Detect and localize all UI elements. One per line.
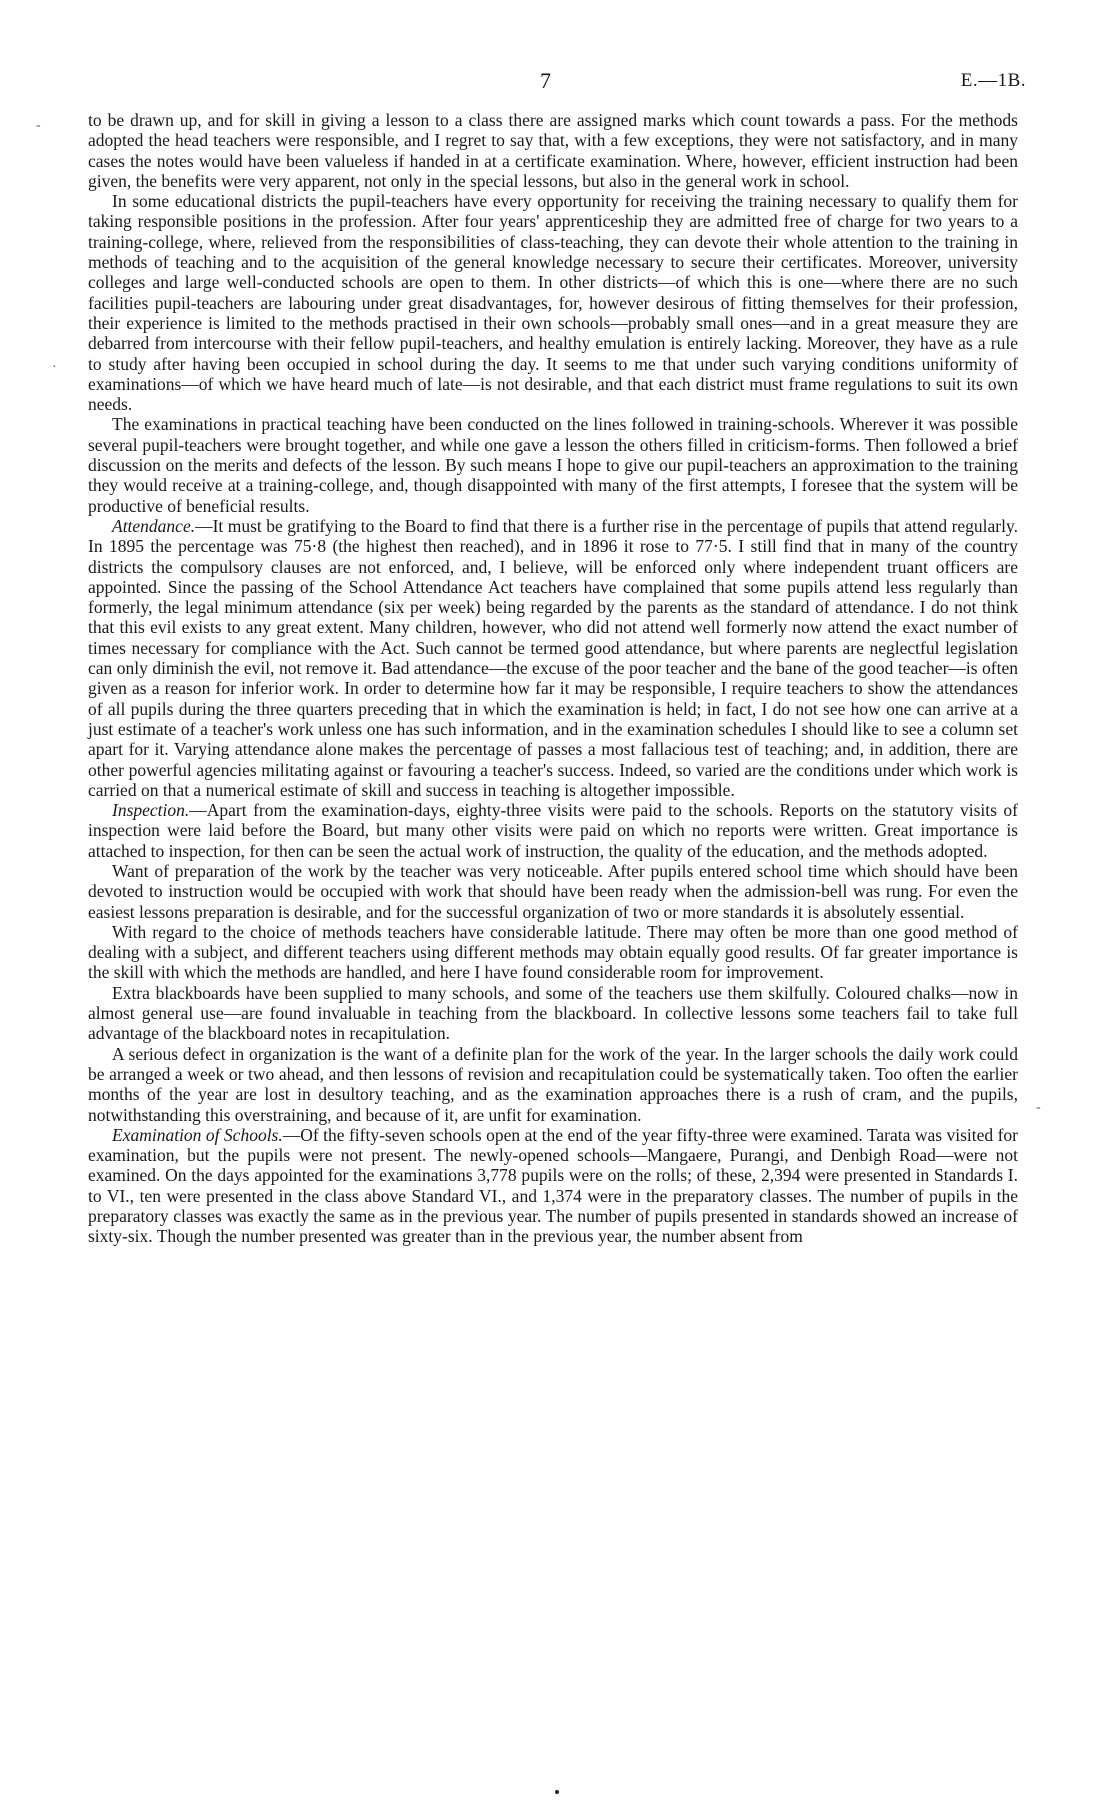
page-header	[0, 68, 1114, 98]
paragraph	[88, 191, 1018, 414]
examination-heading: Examination of Schools.	[112, 1124, 283, 1145]
paragraph	[88, 861, 1018, 922]
paragraph	[88, 414, 1018, 515]
paragraph-text: In some educational districts the pupil-teachers have every opportunity for receiving the training necessary to qualify them for taking responsible positions in the profession. After four years' apprenticeship they are admitted free of charge for two years to a training-college, where, relieved from the responsibilities of class-teaching, they can devote their whole attention to the training in methods of teaching and to the acquisition of the general knowledge necessary to secure their certificates. Moreover, university colleges and large well-conducted schools are open to them. In other districts—of which this is one—where there are no such facilities pupil-teachers are labouring under great disadvantages, for, however desirous of fitting themselves for their profession, their experience is limited to the methods practised in their own schools—probably small ones—and in a great measure they are debarred from intercourse with their fellow pupil-teachers, and healthy emulation is entirely lacking. Moreover, they have as a rule to study after having been occupied in school during the day. It seems to me that under such varying conditions uniformity of examinations—of which we have heard much of late—is not desirable, and that each district must frame regulations to suit its own needs.	[88, 191, 1018, 415]
document-reference: E.—1B.	[960, 70, 1026, 91]
paragraph-text: Want of preparation of the work by the teacher was very noticeable. After pupils entered school time which should have been devoted to instruction would be occupied with work that should have been ready when the admission-bell was rung. For even the easiest lessons preparation is desirable, and for the successful organization of two or more standards it is absolutely essential.	[88, 860, 1018, 922]
footer-dot	[555, 1790, 559, 1794]
paragraph	[88, 516, 1018, 800]
paragraph-text: —Apart from the examination-days, eighty-three visits were paid to the schools. Reports on the statutory visits of inspection were laid before the Board, but many other visits were paid on which no reports were written. Great importance is attached to inspection, for then can be seen the actual work of instruction, the quality of the education, and the methods adopted.	[88, 800, 1018, 861]
paragraph-text: —It must be gratifying to the Board to find that there is a further rise in the percentage of pupils that attend regularly. In 1895 the percentage was 75·8 (the highest then reached), and in 1896 it rose to 77·5. I still find that in many of the country districts the compulsory clauses are not enforced, and, I believe, will be enforced only where independent truant officers are appointed. Since the passing of the School Attendance Act teachers have complained that some pupils attend less regularly than formerly, the legal minimum attendance (six per week) being regarded by the parents as the standard of attendance. I do not think that this evil exists to any great extent. Many children, however, who did not attend well formerly now attend the exact number of times necessary for compliance with the Act. Such cannot be termed good attendance, but where parents are neglectful legislation can only diminish the evil, not remove it. Bad attendance—the excuse of the poor teacher and the bane of the good teacher—is often given as a reason for inferior work. In order to determine how far it may be responsible, I require teachers to show the attendances of all pupils during the three quarters preceding that in which the examination is held; in fact, I do not see how one can arrive at a just estimate of a teacher's work unless one has such information, and in the examination schedules I should like to see a column set apart for it. Varying attendance alone makes the percentage of passes a most fallacious test of teaching; and, in addition, there are other powerful agencies militating against or favouring a teacher's success. Indeed, so varied are the conditions under which work is carried on that a numerical estimate of skill and success in teaching is altogether impossible.	[88, 515, 1018, 800]
paragraph-text: A serious defect in organization is the want of a definite plan for the work of the year. In the larger schools the daily work could be arranged a week or two ahead, and then lessons of revision and recapitulation could be systematically taken. Too often the earlier months of the year are lost in desultory teaching, and as the examination approaches there is a rush of cram, and the pupils, notwithstanding this overstraining, and because of it, are unfit for examination.	[88, 1043, 1018, 1125]
attendance-heading: Attendance.	[112, 515, 196, 536]
paragraph	[88, 1125, 1018, 1247]
paragraph	[88, 800, 1018, 861]
page-number: 7	[540, 68, 551, 93]
margin-speck: ·	[52, 360, 57, 375]
paragraph-text: The examinations in practical teaching have been conducted on the lines followed in training-schools. Wherever it was possible several pupil-teachers were brought together, and while one gave a lesson the others filled in criticism-forms. Then followed a brief discussion on the merits and defects of the lesson. By such means I hope to give our pupil-teachers an approximation to the training they would receive at a training-college, and, though disappointed with many of the first attempts, I foresee that the system will be productive of beneficial results.	[88, 414, 1018, 516]
paragraph-text: Extra blackboards have been supplied to many schools, and some of the teachers use them skilfully. Coloured chalks—now in almost general use—are found invaluable in teaching from the blackboard. In collective lessons some teachers fail to take full advantage of the blackboard notes in recapitulation.	[88, 982, 1018, 1044]
paragraph	[88, 1044, 1018, 1125]
margin-speck: -	[1036, 1100, 1041, 1115]
margin-speck: -	[36, 118, 41, 133]
paragraph	[88, 983, 1018, 1044]
inspection-heading: Inspection.	[112, 800, 190, 821]
paragraph-text: With regard to the choice of methods teachers have considerable latitude. There may often be more than one good method of dealing with a subject, and different teachers using different methods may obtain equally good results. Of far greater importance is the skill with which the methods are handled, and here I have found considerable room for improvement.	[88, 921, 1018, 983]
paragraph-text: to be drawn up, and for skill in giving a lesson to a class there are assigned marks which count towards a pass. For the methods adopted the head teachers were responsible, and I regret to say that, with a few exceptions, they were not satisfactory, and in many cases the notes would have been valueless if handed in at a certificate examination. Where, however, efficient instruction had been given, the benefits were very apparent, not only in the special lessons, but also in the general work in school.	[88, 110, 1018, 191]
paragraph	[88, 110, 1018, 191]
paragraph-text: —Of the fifty-seven schools open at the end of the year fifty-three were examined. Tarata was visited for examination, but the pupils were not present. The newly-opened schools—Mangaere, Purangi, and Denbigh Road—were not examined. On the days appointed for the examinations 3,778 pupils were on the rolls; of these, 2,394 were presented in Standards I. to VI., ten were presented in the class above Standard VI., and 1,374 were in the preparatory classes. The number of pupils in the preparatory classes was exactly the same as in the previous year. The number of pupils presented in standards showed an increase of sixty-six. Though the number presented was greater than in the previous year, the number absent from	[88, 1124, 1018, 1247]
paragraph	[88, 922, 1018, 983]
body-text	[88, 110, 1018, 1247]
